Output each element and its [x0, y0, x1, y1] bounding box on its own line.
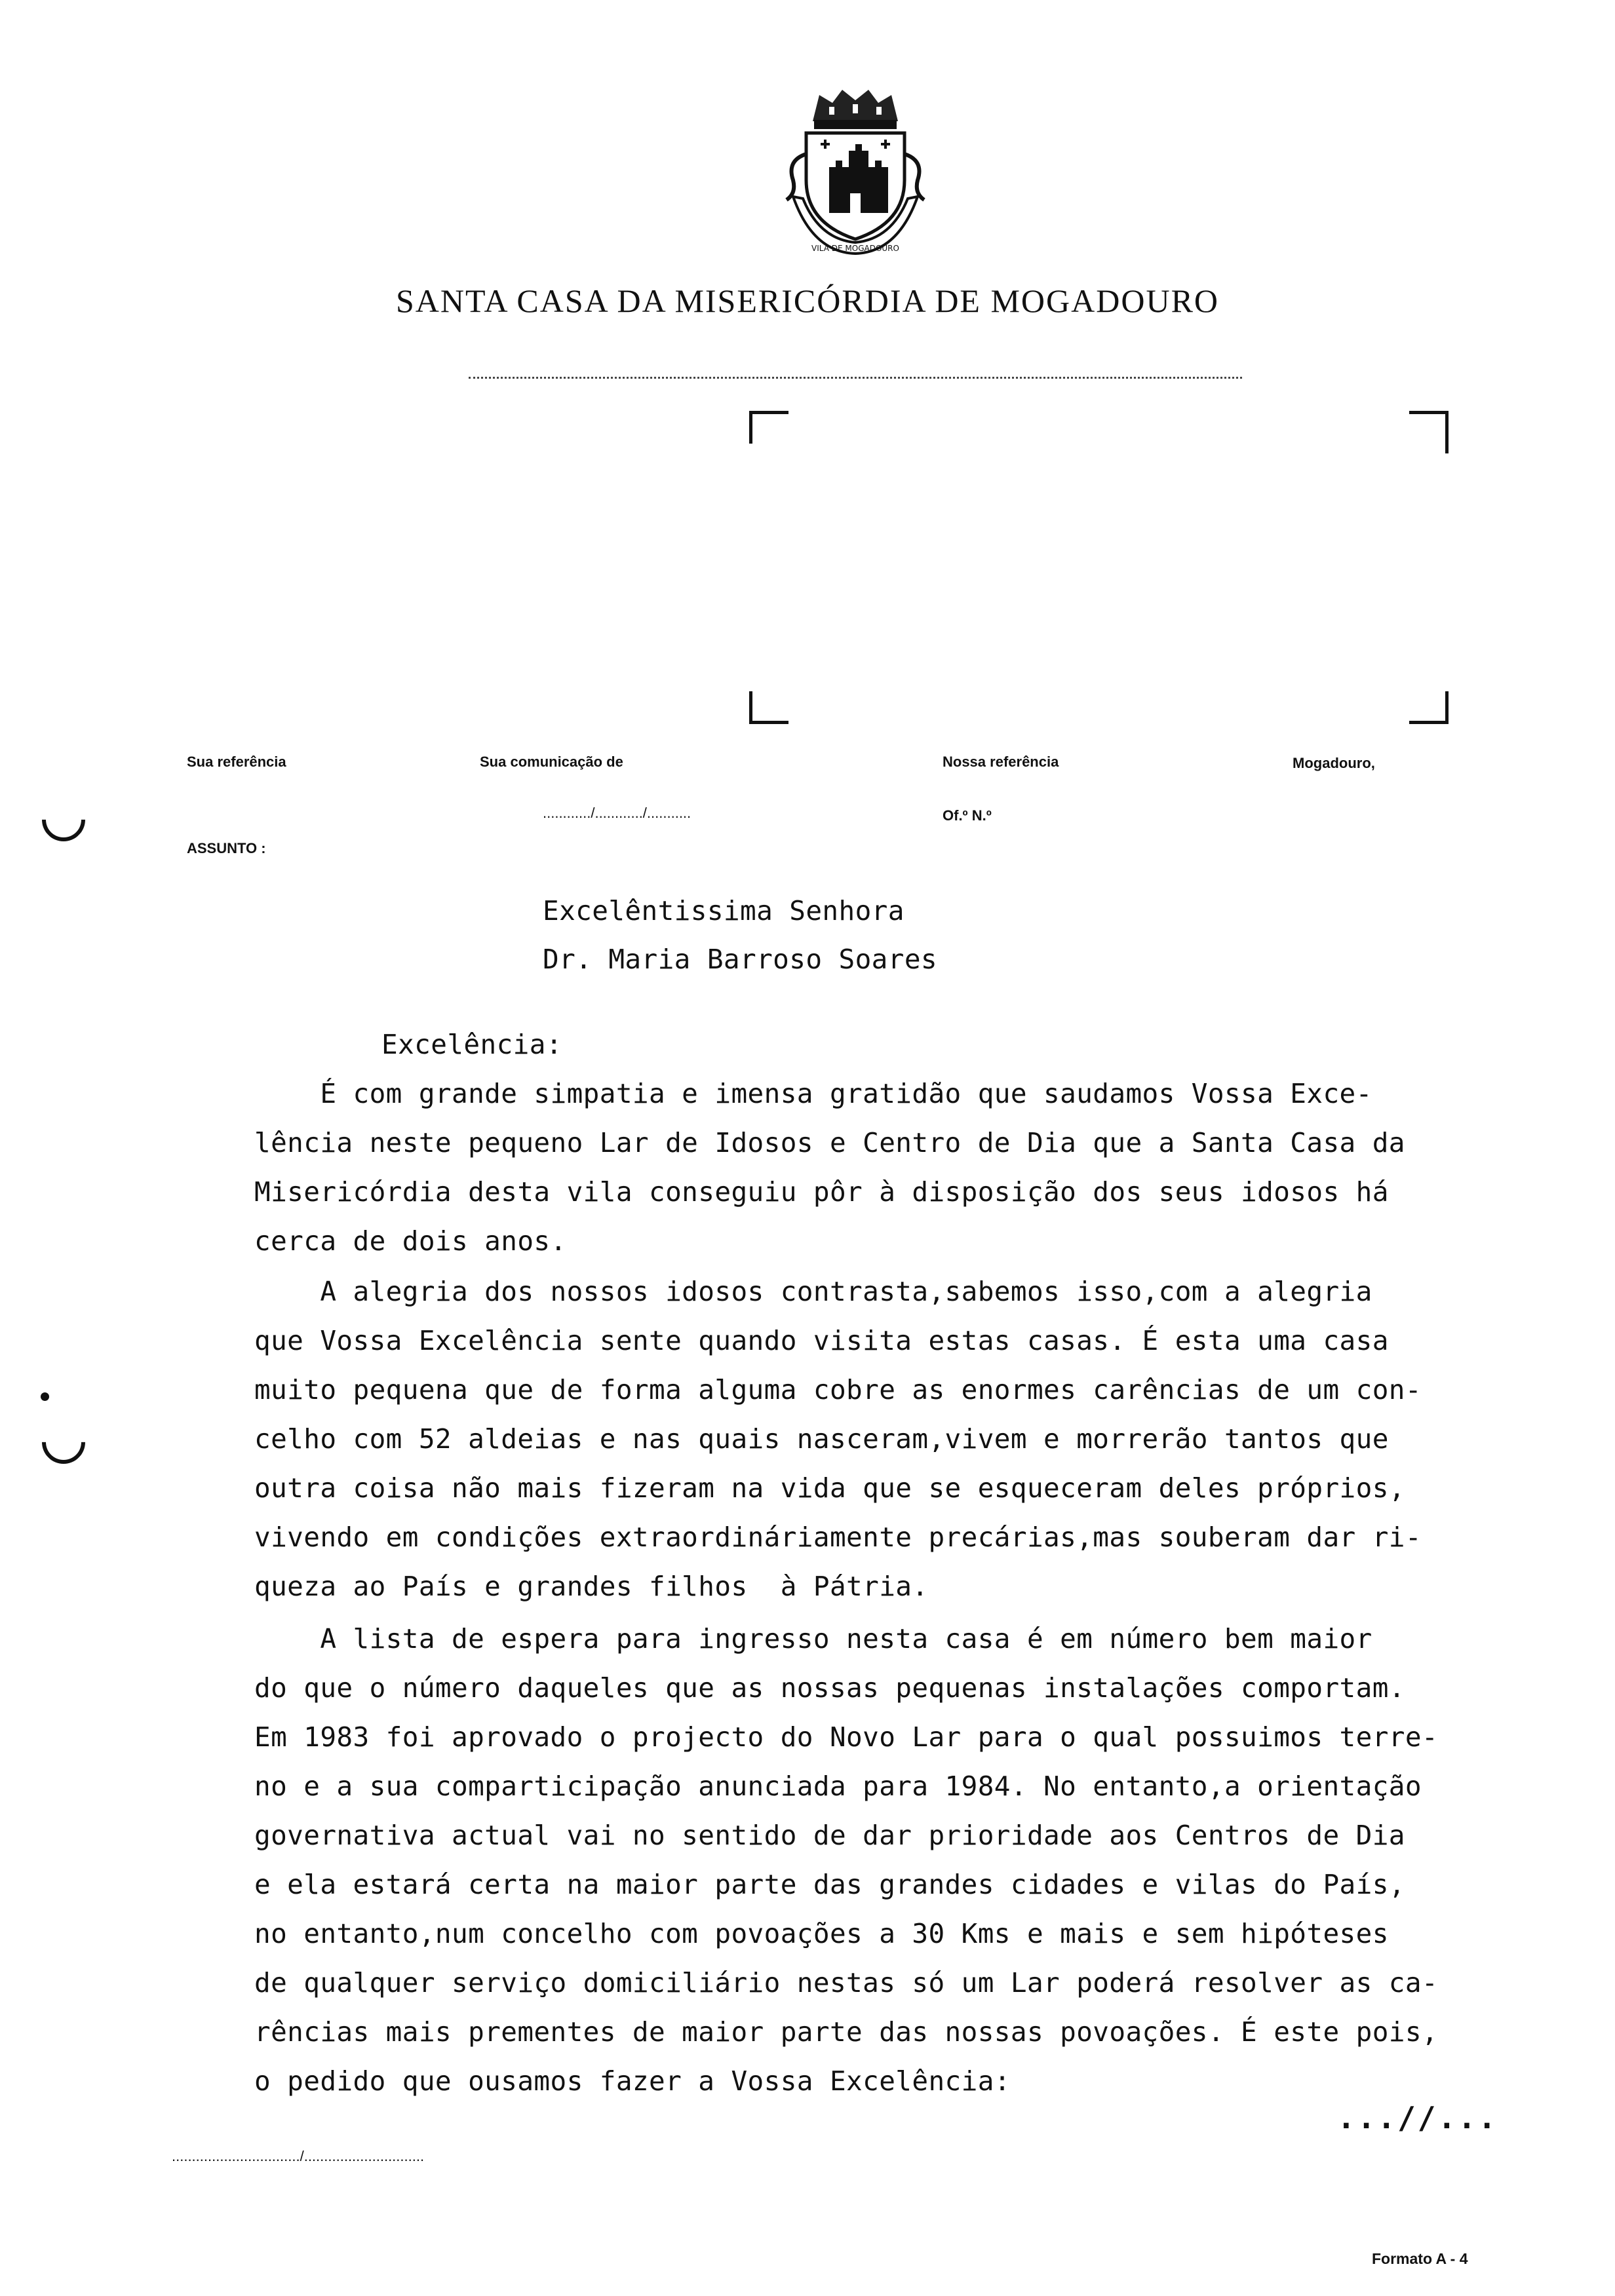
- header-divider: [469, 377, 1242, 379]
- body-line: A alegria dos nossos idosos contrasta,sabemos isso,com a alegria: [254, 1276, 1372, 1307]
- body-line: vivendo em condições extraordináriamente precárias,mas souberam dar ri-: [254, 1521, 1422, 1553]
- body-line: Em 1983 foi aprovado o projecto do Novo Lar para o qual possuimos terre-: [254, 1721, 1439, 1753]
- footer-reference-blank: ................................/..............................: [172, 2148, 425, 2164]
- continuation-mark: ...//...: [1337, 2100, 1498, 2135]
- body-line: no e a sua comparticipação anunciada para 1984. No entanto,a orientação: [254, 1770, 1422, 1802]
- address-window-corner-bottom-left: [749, 691, 788, 724]
- body-line: no entanto,num concelho com povoações a 30 Kms e mais e sem hipóteses: [254, 1918, 1389, 1949]
- body-line: A lista de espera para ingresso nesta casa é em número bem maior: [254, 1623, 1372, 1655]
- addressee-line-1: Excelêntissima Senhora: [543, 895, 905, 927]
- body-line: É com grande simpatia e imensa gratidão que saudamos Vossa Exce-: [254, 1078, 1372, 1109]
- body-line: governativa actual vai no sentido de dar prioridade aos Centros de Dia: [254, 1820, 1405, 1851]
- body-line: cerca de dois anos.: [254, 1225, 567, 1257]
- body-line: de qualquer serviço domiciliário nestas só um Lar poderá resolver as ca-: [254, 1967, 1439, 1999]
- address-window-corner-top-right: [1409, 411, 1449, 453]
- body-line: muito pequena que de forma alguma cobre as enormes carências de um con-: [254, 1374, 1422, 1406]
- margin-dot: [41, 1392, 49, 1401]
- punch-hole-mark: [33, 789, 94, 850]
- body-line: que Vossa Excelência sente quando visita estas casas. É esta uma casa: [254, 1325, 1389, 1356]
- body-line: do que o número daqueles que as nossas pequenas instalações comportam.: [254, 1672, 1405, 1704]
- your-reference-label: Sua referência: [187, 754, 286, 770]
- body-line: o pedido que ousamos fazer a Vossa Excelência:: [254, 2065, 1011, 2097]
- salutation: Excelência:: [381, 1029, 562, 1060]
- body-line: rências mais prementes de maior parte das nossas povoações. É este pois,: [254, 2016, 1439, 2048]
- office-number-label: Of.º N.º: [943, 807, 992, 824]
- body-line: celho com 52 aldeias e nas quais nasceram,vivem e morrerão tantos que: [254, 1423, 1389, 1455]
- body-line: e ela estará certa na maior parte das grandes cidades e vilas do País,: [254, 1869, 1405, 1900]
- subject-label: ASSUNTO :: [187, 840, 266, 856]
- address-window-corner-bottom-right: [1409, 691, 1449, 724]
- coat-of-arms-crest: [767, 82, 944, 259]
- organization-name: SANTA CASA DA MISERICÓRDIA DE MOGADOURO: [395, 282, 1220, 319]
- addressee-line-2: Dr. Maria Barroso Soares: [543, 944, 938, 975]
- place-label: Mogadouro,: [1293, 755, 1375, 771]
- svg-text:VILA DE MOGADOURO: VILA DE MOGADOURO: [811, 244, 899, 253]
- body-line: queza ao País e grandes filhos à Pátria.: [254, 1571, 929, 1602]
- body-line: outra coisa não mais fizeram na vida que se esqueceram deles próprios,: [254, 1472, 1405, 1504]
- your-communication-label: Sua comunicação de: [480, 754, 623, 770]
- paper-format-label: Formato A - 4: [1372, 2250, 1468, 2267]
- address-window-corner-top-left: [749, 411, 788, 444]
- punch-hole-mark: [33, 1411, 94, 1472]
- body-line: lência neste pequeno Lar de Idosos e Centro de Dia que a Santa Casa da: [254, 1127, 1405, 1158]
- communication-date-blank: ............/............/...........: [543, 805, 691, 821]
- our-reference-label: Nossa referência: [943, 754, 1059, 770]
- body-line: Misericórdia desta vila conseguiu pôr à disposição dos seus idosos há: [254, 1176, 1389, 1208]
